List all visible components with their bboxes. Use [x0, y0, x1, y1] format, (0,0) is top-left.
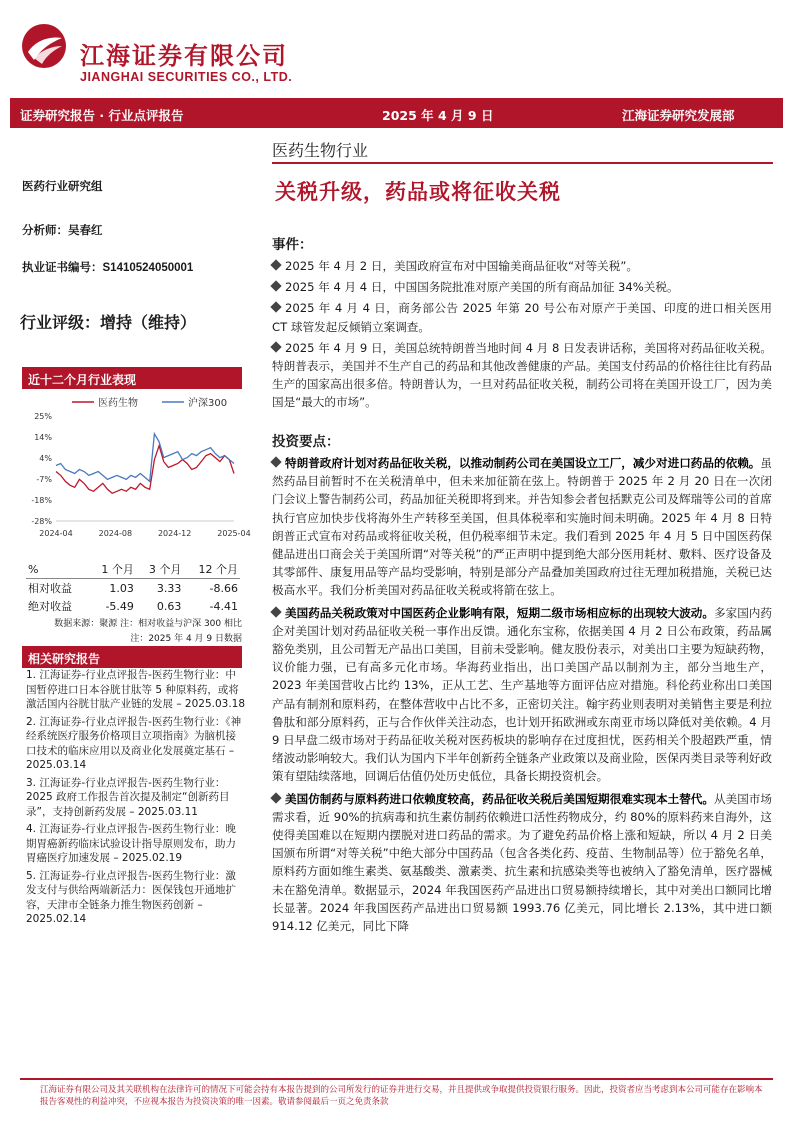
series-line [56, 446, 234, 494]
perf-cell: 0.63 [156, 599, 182, 613]
event-text: 2025 年 4 月 9 日，美国总统特朗普当地时间 4 月 8 日发表讲话称，美国将对药品征收关税。特朗普表示，美国并不生产自己的药品和其他改善健康的产品。美国支付药品的价格往往比有药品生产的国家高出很多倍。特朗普认为，一旦对药品征收关税，制药公司将在美国开设工厂，因为美国是“最大的市场”。 [272, 340, 772, 410]
performance-table [26, 560, 240, 615]
table-row [26, 579, 240, 598]
bullet-icon [270, 259, 281, 270]
cert-number: S1410524050001 [102, 262, 194, 274]
event-item [272, 339, 772, 412]
y-tick-label: -7% [36, 475, 52, 484]
bullet-icon [270, 792, 281, 803]
footer-divider [20, 1078, 773, 1080]
perf-header-cell: 12 个月 [198, 563, 238, 576]
x-tick-label: 2024-12 [157, 529, 192, 538]
table-row [26, 597, 240, 615]
related-report-link[interactable]: 2. 江海证券-行业点评报告-医药生物行业：《神经系统医疗服务价格项目立项指南》为脑机接口技术的临床应用以及商业化发展奠定基石 – 2025.03.14 [26, 715, 242, 771]
x-tick-label: 2025-04 [217, 529, 251, 538]
point-item [272, 604, 772, 786]
industry-rating [20, 310, 196, 333]
analyst-name: 吴春红 [68, 223, 103, 237]
event-item [272, 278, 772, 296]
report-type: 证券研究报告 · 行业点评报告 [20, 108, 184, 123]
related-report-link[interactable]: 1. 江海证券-行业点评报告-医药生物行业：中国暂停进口日本谷胱甘肽等 5 种原料药，或将激活国内谷胱甘肽产业链的发展 – 2025.03.18 [26, 669, 246, 710]
rating-label: 行业评级： [20, 313, 101, 332]
event-item [272, 257, 772, 275]
perf-cell: 1.03 [109, 581, 134, 595]
y-tick-label: 14% [34, 433, 52, 442]
related-reports-list [26, 668, 246, 930]
x-tick-label: 2024-08 [98, 529, 133, 538]
point-body: 多家国内药企对美国计划对药品征收关税一事作出反馈。通化东宝称，依据美国 4 月 2 日公布政策，药品属豁免类别，且公司暂无产品出口美国，目前未受影响。健友股份表示，对美出口主要为短缺药物，议价能力强，已有高多元化市场。华海药业指出，出口美国产品以制剂为主，部分当地生产，2023 年美国营收占比约 13%，正从工艺、生产基地等方面评估应对措施。科伦药业称出口美国产品有制剂和原料药，在整体营收中占比不多，正密切关注。翰宇药业则表明对美销售主要是利拉鲁肽和部分原料药，正与合作伙伴关注动态，也计划开拓欧洲或东南亚市场以降低对美依赖。4 月 9 日早盘二级市场对于药品征收关税对医药板块的影响存在过度担忧，医药相关个股超跌严重，情绪波动影响较大。我们认为国内下半年创新药全链条产业政策以及商业险，医保丙类目录等利好政策有望陆续落地，回调后估值仍处历史低位，具备长期投资机会。 [272, 605, 772, 784]
perf-header-cell: % [28, 562, 39, 576]
performance-note [30, 617, 242, 647]
analyst-label: 分析师： [22, 223, 68, 237]
investment-points-section [272, 430, 772, 935]
event-text: 2025 年 4 月 4 日，中国国务院批准对原产美国的所有商品加征 34%关税。 [285, 280, 679, 295]
perf-cell: -8.66 [209, 581, 238, 595]
company-name-cn: 江海证券有限公司 [80, 41, 288, 70]
perf-cell: -5.49 [105, 599, 134, 613]
x-tick-label: 2024-04 [39, 529, 73, 538]
chart-section-title: 近十二个月行业表现 [22, 367, 242, 389]
points-heading: 投资要点： [272, 434, 340, 450]
perf-row-label: 绝对收益 [28, 600, 72, 613]
report-date: 2025 年 4 月 9 日 [382, 108, 494, 123]
bullet-icon [270, 456, 281, 467]
point-item [272, 790, 772, 936]
header-bar [10, 98, 783, 128]
cert-label: 执业证书编号： [22, 260, 103, 274]
bullet-icon [270, 302, 281, 313]
sector-divider [272, 162, 773, 164]
related-report-link[interactable]: 5. 江海证券-行业点评报告-医药生物行业：激发支付与供给两端新活力：医保钱包开通地扩容，天津市全链条力推生物医药创新 – 2025.02.14 [26, 869, 236, 925]
bullet-icon [270, 281, 281, 292]
reports-section-title: 相关研究报告 [22, 646, 242, 668]
page-title: 关税升级，药品或将征收关税 [275, 180, 561, 204]
performance-table-header [26, 560, 240, 579]
performance-note-line: 数据来源：聚源 注：相对收益与沪深 300 相比 [54, 619, 242, 629]
perf-cell: -4.41 [209, 599, 238, 613]
y-tick-label: 25% [34, 412, 52, 421]
related-report-link[interactable]: 3. 江海证券-行业点评报告-医药生物行业：2025 政府工作报告首次提及制定“创新药目录”，支持创新药发展 – 2025.03.11 [26, 776, 230, 818]
performance-chart-svg [22, 388, 251, 538]
perf-cell: 3.33 [156, 581, 182, 595]
performance-chart [22, 388, 251, 538]
event-text: 2025 年 4 月 2 日，美国政府宣布对中国输美商品征收“对等关税”。 [285, 259, 638, 273]
cert-line [22, 259, 242, 275]
legend-label: 沪深300 [188, 398, 228, 409]
company-logo-icon [20, 22, 68, 70]
point-lead: 特朗普政府计划对药品征收关税，以推动制药公司在美国设立工厂，减少对进口药品的依赖。 [285, 456, 761, 470]
bullet-icon [270, 606, 281, 617]
y-tick-label: -18% [31, 496, 52, 505]
related-report-link[interactable]: 4. 江海证券-行业点评报告-医药生物行业：晚期胃癌新药临床试验设计指导原则发布，助力胃癌医疗加速发展 – 2025.02.19 [26, 823, 236, 864]
y-tick-label: -28% [31, 517, 52, 526]
perf-header-cell: 1 个月 [101, 563, 134, 576]
company-name-en: JIANGHAI SECURITIES CO., LTD. [80, 70, 293, 84]
legend-label: 医药生物 [98, 398, 138, 409]
y-tick-label: 4% [39, 454, 52, 463]
rating-value: 增持（维持） [100, 313, 197, 332]
event-text: 2025 年 4 月 4 日，商务部公告 2025 年第 20 号公布对原产于美国、印度的进口相关医用 CT 球管发起反倾销立案调查。 [272, 301, 772, 334]
performance-note-line: 注：2025 年 4 月 9 日数据 [130, 634, 242, 644]
disclaimer-text: 江海证券有限公司及其关联机构在法律许可的情况下可能会持有本报告提到的公司所发行的证券并进行交易，并且提供或争取提供投资银行服务。因此，投资者应当考虑到本公司可能存在影响本报告客观性的利益冲突，不应视本报告为投资决策的唯一因素。敬请参阅最后一页之免责条款 [40, 1085, 763, 1107]
point-lead: 美国仿制药与原料药进口依赖度较高，药品征收关税后美国短期很难实现本土替代。 [285, 791, 714, 806]
events-section [272, 233, 772, 412]
events-heading: 事件： [272, 237, 313, 253]
series-line [56, 434, 234, 482]
point-body: 从美国市场需求看，近 90%的抗病毒和抗生素仿制药依赖进口活性药物成分，约 80%的原料药来自海外，这使得美国难以在短期内摆脱对进口药品的需求。为了避免药品价格上涨和短缺，所以 4 月 2 日美国颁布所谓“对等关税”中绝大部分中国药品（包含各类化药、疫苗、生物制品等）位于豁免名单，原料药方面如维生素类、氨基酸类、激素类、抗生素和抗感染类等也被纳入了豁免清单，医疗器械未在豁免清单。数据显示，2024 年我国医药产品进出口贸易额持续增长，其中对美出口额同比增长显著。2024 年我国医药产品进出口贸易额 1993.76 亿美元，同比增长 2.13%，其中进口额 914.12 亿美元，同比下降 [272, 791, 772, 934]
bullet-icon [270, 341, 281, 352]
point-lead: 美国药品关税政策对中国医药企业影响有限，短期二级市场相应标的出现较大波动。 [285, 605, 714, 620]
event-item [272, 299, 772, 335]
point-body: 虽然药品目前暂时不在关税清单中，但未来加征箭在弦上。特朗普于 2025 年 2 月 20 日在一次闭门会议上警告制药公司，药品加征关税即将到来。并告知参会者包括默克公司及辉瑞等公司的首席执行官应加快步伐将海外生产转移至美国，但具体税率和实施时间未明确。2025 年 4 月 8 日特朗普正式宣布对药品或将征收关税，但仍税率细节未定。我们看到 2025 年 4 月 5 日中国医药保健品进出口商会关于美国所谓“对等关税”的严正声明中提到绝大部分医用耗材、敷料、医疗设备及其零部件、康复用品等产品均受影响，特别是部分产品叠加美国政府过往无理加税措施，关税已达极高水平。我们分析美国对药品征收关税或将箭在弦上。 [272, 456, 772, 598]
department: 江海证券研究发展部 [622, 108, 735, 123]
perf-row-label: 相对收益 [28, 582, 72, 595]
sector-label: 医药生物行业 [272, 141, 369, 160]
analyst-line [22, 222, 242, 238]
point-item [272, 454, 772, 600]
research-group: 医药行业研究组 [22, 179, 103, 193]
perf-header-cell: 3 个月 [148, 563, 182, 576]
